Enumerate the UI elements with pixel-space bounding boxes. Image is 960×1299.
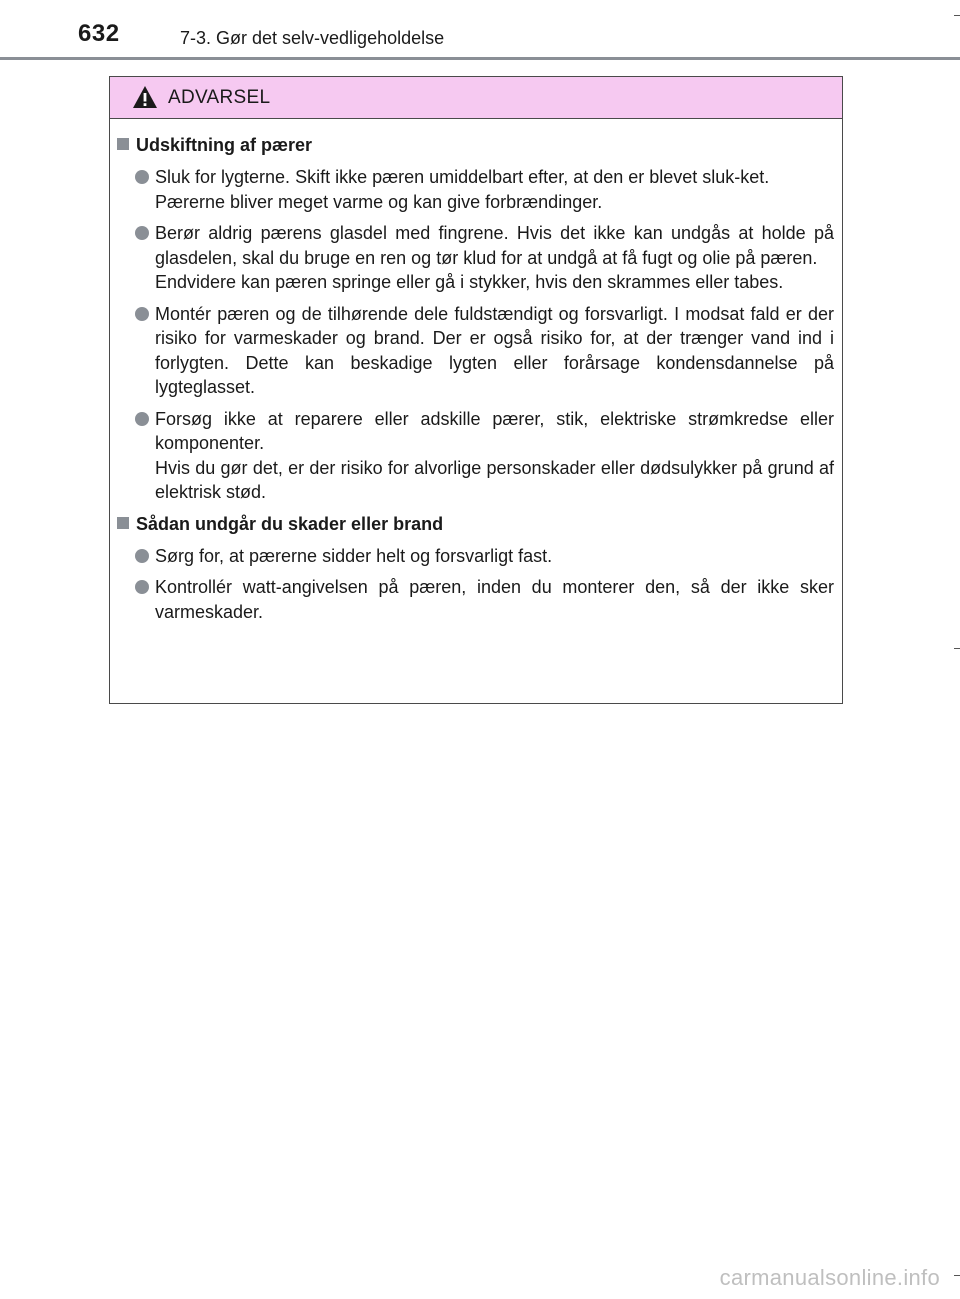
list-item <box>110 544 842 569</box>
square-bullet-icon <box>117 138 129 150</box>
bullet-text: Sluk for lygterne. Skift ikke pæren umiddelbart efter, at den er blevet sluk-ket. <box>155 167 770 187</box>
page-header <box>0 0 960 62</box>
list-item <box>110 221 842 295</box>
bullet-text: Kontrollér watt-angivelsen på pæren, inden du monterer den, så der ikke sker varmeskader. <box>155 577 834 622</box>
header-rule <box>0 57 960 60</box>
section-title: 7-3. Gør det selv-vedligeholdelse <box>180 28 445 48</box>
edge-tick <box>954 15 960 16</box>
warning-label: ADVARSEL <box>168 87 271 108</box>
bullet-text: Endvidere kan pæren springe eller gå i stykker, hvis den skrammes eller tabes. <box>155 272 784 292</box>
round-bullet-icon <box>135 226 149 240</box>
round-bullet-icon <box>135 580 149 594</box>
section-heading: Udskiftning af pærer <box>110 133 842 157</box>
round-bullet-icon <box>135 170 149 184</box>
warning-box <box>109 76 843 704</box>
watermark: carmanualsonline.info <box>719 1265 940 1290</box>
round-bullet-icon <box>135 549 149 563</box>
list-item <box>110 165 842 214</box>
edge-tick <box>954 648 960 649</box>
edge-tick <box>954 1275 960 1276</box>
round-bullet-icon <box>135 412 149 426</box>
list-item <box>110 575 842 624</box>
bullet-text: Sørg for, at pærerne sidder helt og forsvarligt fast. <box>155 545 553 566</box>
warning-content <box>110 133 842 631</box>
list-item <box>110 302 842 400</box>
warning-triangle-icon <box>132 85 158 109</box>
bullet-text: Berør aldrig pærens glasdel med fingrene. Hvis det ikke kan undgås at holde på glasdelen, skal du bruge en ren og tør klud for at undgå at få fugt og olie på pæren. <box>155 223 834 268</box>
bullet-text: Hvis du gør det, er der risiko for alvorlige personskader eller dødsulykker på grund af elektrisk stød. <box>155 457 834 502</box>
bullet-text: Forsøg ikke at reparere eller adskille pærer, stik, elektriske strømkredse eller komponenter. <box>155 408 834 453</box>
bullet-text: Pærerne bliver meget varme og kan give forbrændinger. <box>155 191 603 212</box>
square-bullet-icon <box>117 517 129 529</box>
round-bullet-icon <box>135 307 149 321</box>
list-item <box>110 407 842 505</box>
bullet-text: Montér pæren og de tilhørende dele fuldstændigt og forsvarligt. I modsat fald er der risiko for varmeskader og brand. Der er også risiko for, at der trænger vand ind i forlygten. Dette kan beskadige lygten eller forårsage kondensdannelse på lygteglasset. <box>155 303 834 397</box>
section-heading: Sådan undgår du skader eller brand <box>110 512 842 536</box>
page-number: 632 <box>78 20 120 47</box>
warning-header <box>110 77 842 119</box>
